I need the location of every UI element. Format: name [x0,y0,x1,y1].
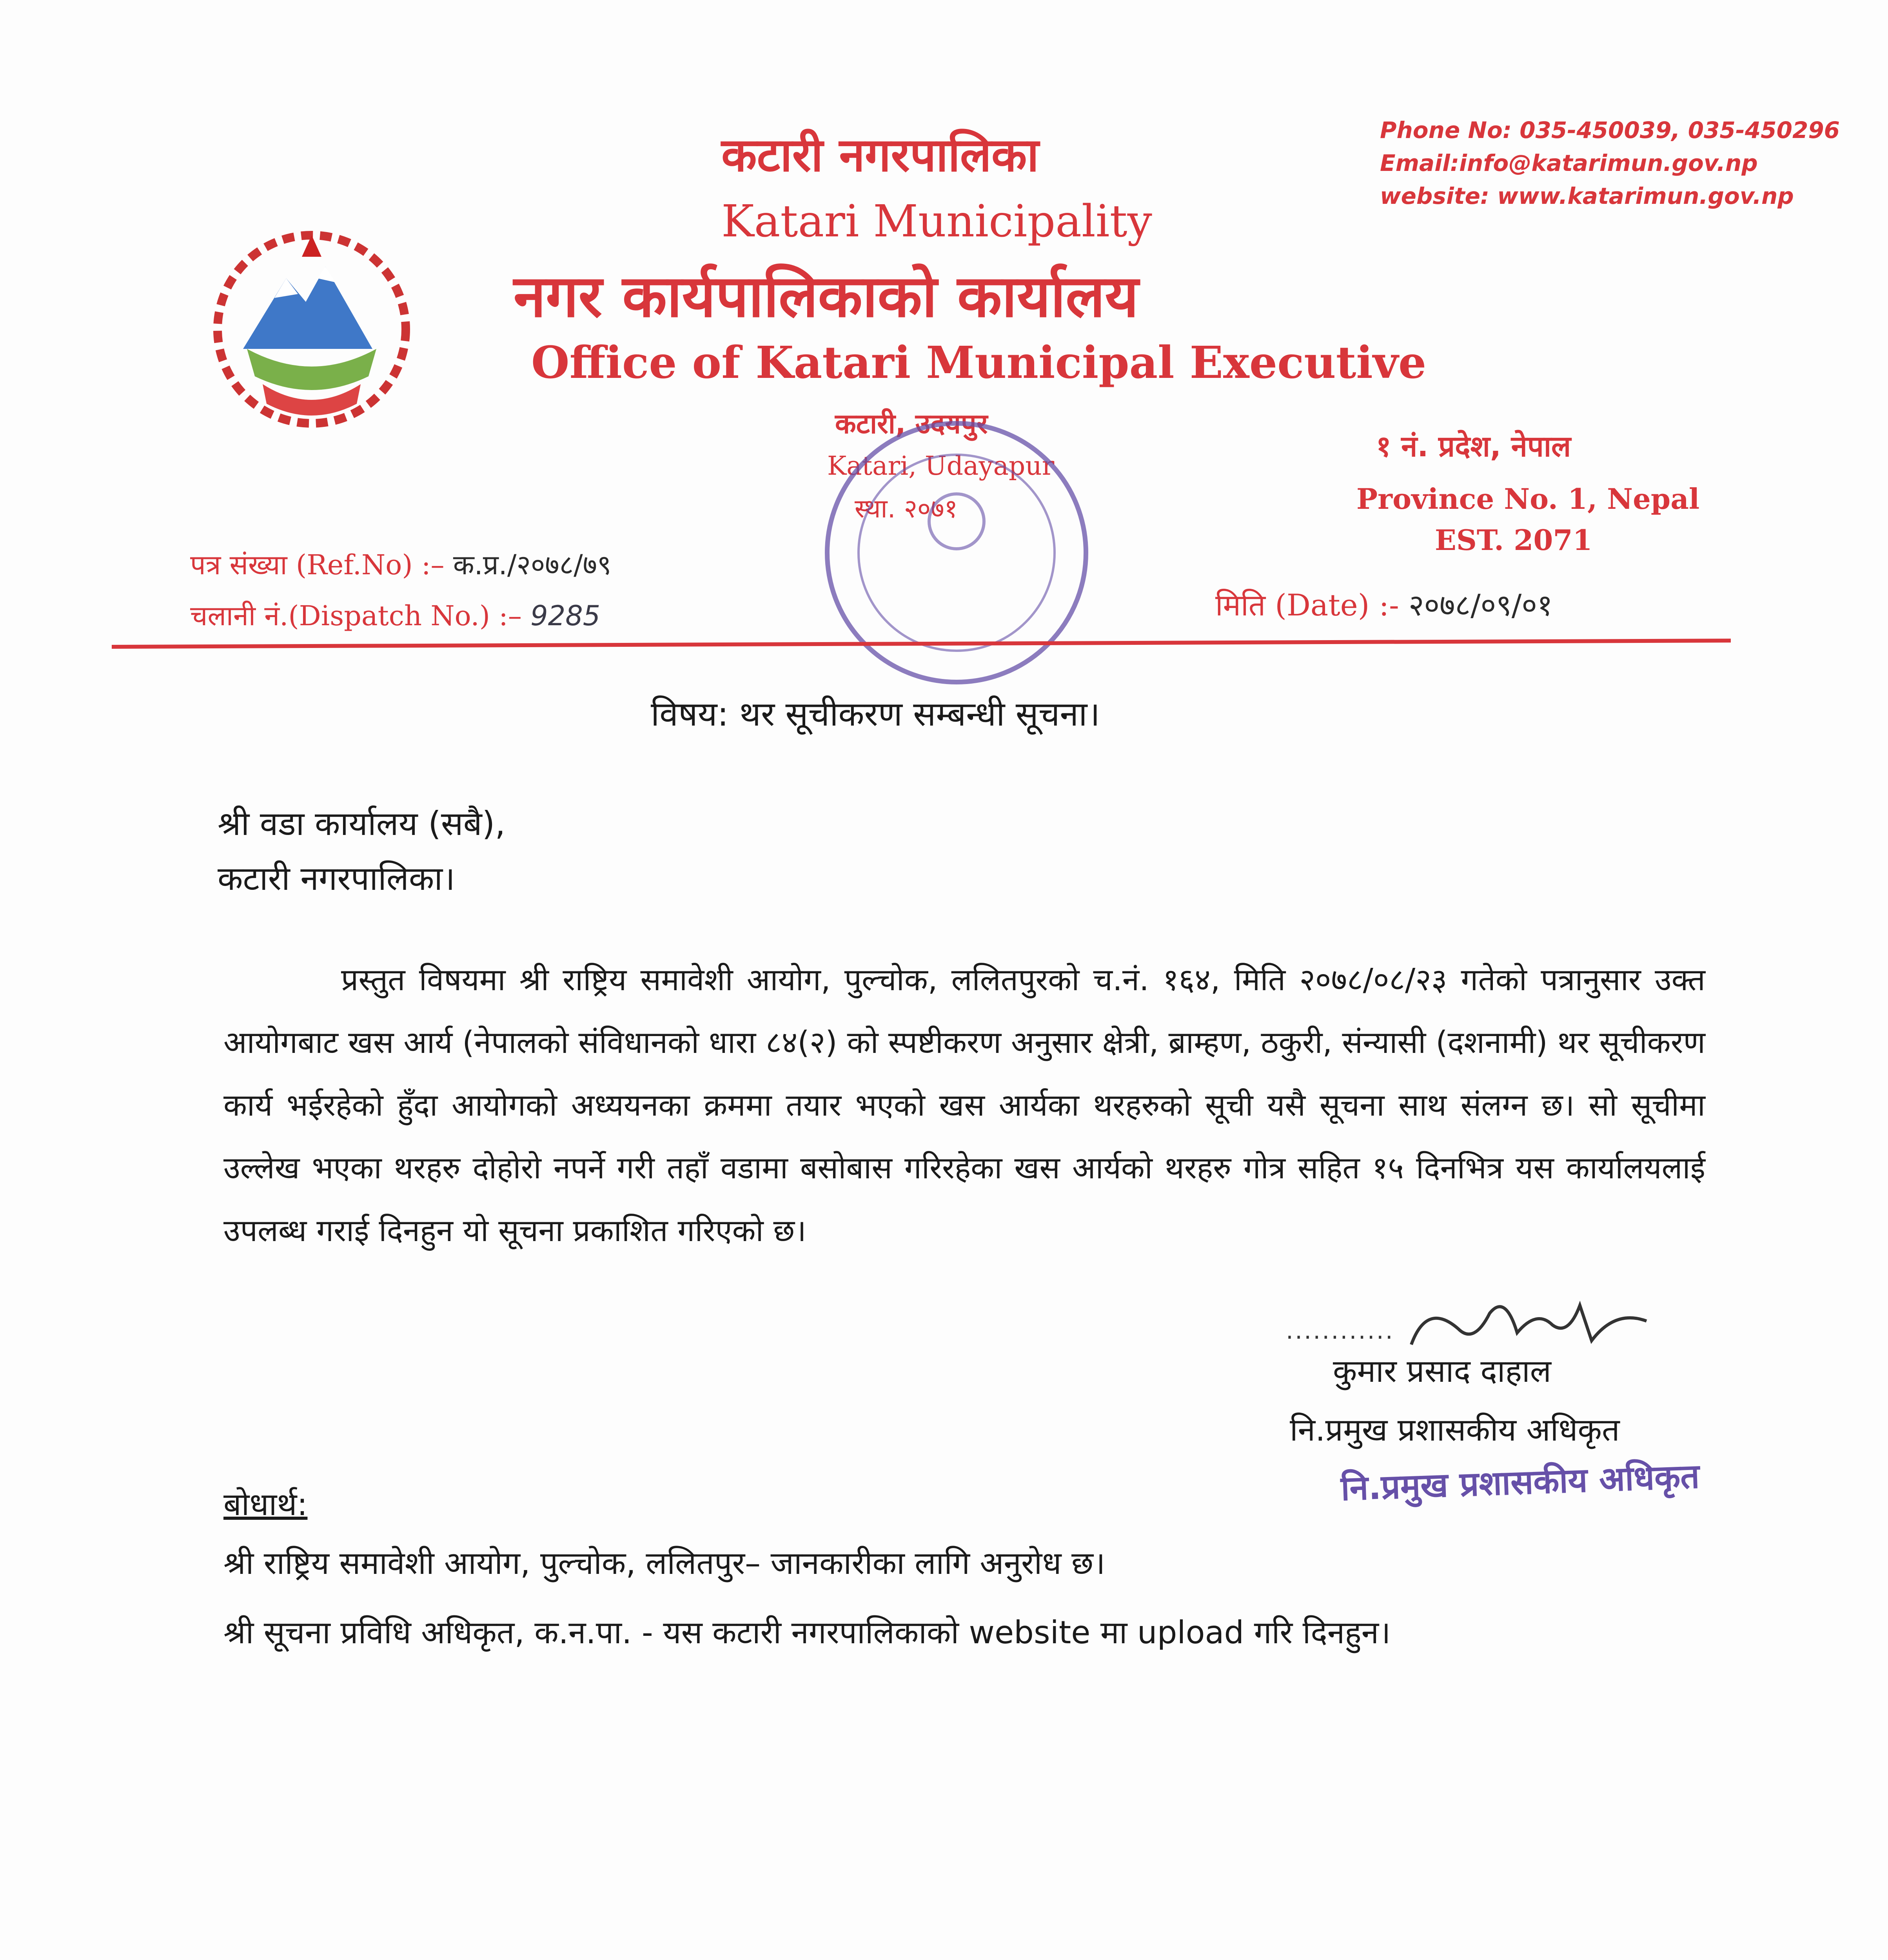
date-value: २०७८/०९/०१ [1408,588,1553,622]
email-address: Email:info@katarimun.gov.np [1380,150,1758,176]
nepal-emblem-icon [184,220,439,439]
dispatch-label: चलानी नं.(Dispatch No.) :– [190,600,522,632]
dispatch-number-row [190,596,600,633]
contact-block [1380,114,1840,212]
signatory-title: नि.प्रमुख प्रशासकीय अधिकृत [1290,1412,1620,1448]
province-nepali: १ नं. प्रदेश, नेपाल [1376,430,1571,463]
established-year: EST. 2071 [1435,523,1592,557]
designation-seal: नि.प्रमुख प्रशासकीय अधिकृत [1340,1457,1700,1508]
letter-subject: विषय: थर सूचीकरण सम्बन्धी सूचना। [651,695,1100,734]
website-address: website: www.katarimun.gov.np [1380,183,1794,209]
address-nepali: कटारी, उदयपुर [835,408,988,440]
ref-value: क.प्र./२०७८/७९ [453,549,612,581]
municipality-name-english: Katari Municipality [721,196,1152,247]
signature-dots: ............ [1286,1317,1394,1345]
office-name-english: Office of Katari Municipal Executive [531,337,1427,388]
addressee-line-2: कटारी नगरपालिका। [218,859,455,898]
cc-heading: बोधार्थ: [223,1486,308,1523]
cc-line-1: श्री राष्ट्रिय समावेशी आयोग, पुल्चोक, ललितपुर– जानकारीका लागि अनुरोध छ। [223,1545,1106,1581]
ref-label: पत्र संख्या (Ref.No) :– [190,549,445,581]
date-label: मिति (Date) :- [1215,588,1399,622]
municipality-name-nepali: कटारी नगरपालिका [721,128,1039,182]
date-row [1215,584,1552,624]
office-stamp-icon [808,404,1106,702]
dispatch-value: 9285 [530,600,601,632]
cc-line-2: श्री सूचना प्रविधि अधिकृत, क.न.पा. - यस कटारी नगरपालिकाको website मा upload गरि दिनहुन। [223,1614,1391,1651]
office-name-nepali: नगर कार्यपालिकाको कार्यालय [514,263,1139,330]
address-english: Katari, Udayapur [827,451,1055,481]
address-established: स्था. २०७१ [855,494,958,524]
signatory-name: कुमार प्रसाद दाहाल [1333,1353,1552,1389]
addressee-line-1: श्री वडा कार्यालय (सबै), [218,804,506,843]
reference-number-row [190,545,611,583]
letter-body: प्रस्तुत विषयमा श्री राष्ट्रिय समावेशी आयोग, पुल्चोक, ललितपुरको च.नं. १६४, मिति २०७८/०८/२३ गतेको पत्रानुसार उक्त आयोगबाट खस आर्य (नेपालको संविधानको धारा ८४(२) को स्पष्टीकरण अनुसार क्षेत्री, ब्राम्हण, ठकुरी, संन्यासी (दशनामी) थर सूचीकरण कार्य भईरहेको हुँदा आयोगको अध्ययनका क्रममा तयार भएको खस आर्यका थरहरुको सूची यसै सूचना साथ संलग्न छ। सो सूचीमा उल्लेख भएका थरहरु दोहोरो नपर्ने गरी तहाँ वडामा बसोबास गरिरहेका खस आर्यको थरहरु गोत्र सहित १५ दिनभित्र यस कार्यालयलाई उपलब्ध गराई दिनहुन यो सूचना प्रकाशित गरिएको छ। [223,962,1705,1249]
phone-number: Phone No: 035-450039, 035-450296 [1380,117,1840,143]
province-english: Province No. 1, Nepal [1356,482,1700,515]
